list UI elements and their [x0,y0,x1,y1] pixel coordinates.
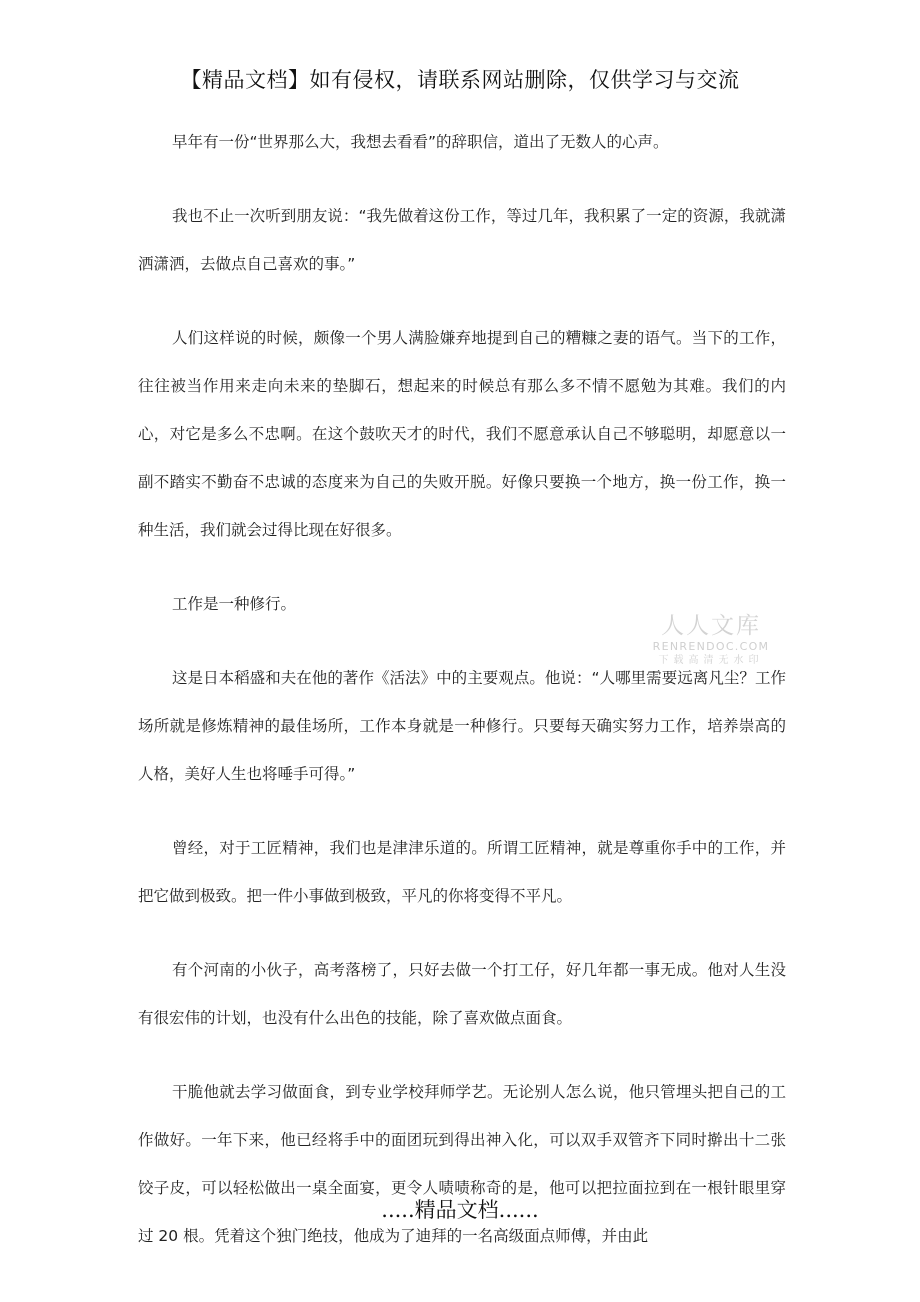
watermark-logo [644,612,778,668]
document-footer: .....精品文档...... [381,1198,539,1222]
watermark-subtitle: 下载高清无水印 [658,655,764,666]
document-header: 【精品文档】如有侵权，请联系网站删除，仅供学习与交流 [180,68,740,92]
paragraph: 有个河南的小伙子，高考落榜了，只好去做一个打工仔，好几年都一事无成。他对人生没有很宏伟的计划，也没有什么出色的技能，除了喜欢做点面食。 [138,961,786,1027]
paragraph: 工作是一种修行。 [172,595,297,613]
paragraph: 这是日本稻盛和夫在他的著作《活法》中的主要观点。他说：“人哪里需要远离凡尘？工作场所就是修炼精神的最佳场所，工作本身就是一种修行。只要每天确实努力工作，培养崇高的人格，美好人生也将唾手可得。” [138,669,786,783]
paragraph: 曾经，对于工匠精神，我们也是津津乐道的。所谓工匠精神，就是尊重你手中的工作，并把它做到极致。把一件小事做到极致，平凡的你将变得不平凡。 [138,839,786,905]
watermark-title: 人人文库 [661,613,761,639]
paragraph: 我也不止一次听到朋友说：“我先做着这份工作，等过几年，我积累了一定的资源，我就潇洒潇洒，去做点自己喜欢的事。” [138,207,786,273]
paragraph: 早年有一份“世界那么大，我想去看看”的辞职信，道出了无数人的心声。 [172,133,669,151]
watermark-url: RENRENDOC.COM [652,640,770,653]
paragraph: 干脆他就去学习做面食，到专业学校拜师学艺。无论别人怎么说，他只管埋头把自己的工作做好。一年下来，他已经将手中的面团玩到得出神入化，可以双手双管齐下同时擀出十二张饺子皮，可以轻松做出一桌全面宴，更令人啧啧称奇的是，他可以把拉面拉到在一根针眼里穿过 20 根。凭着这个独门绝技，他成为了迪拜的一名高级面点师傅，并由此 [138,1083,786,1245]
document-body [138,118,786,1286]
paragraph: 人们这样说的时候，颇像一个男人满脸嫌弃地提到自己的糟糠之妻的语气。当下的工作，往往被当作用来走向未来的垫脚石，想起来的时候总有那么多不情不愿勉为其难。我们的内心，对它是多么不忠啊。在这个鼓吹天才的时代，我们不愿意承认自己不够聪明，却愿意以一副不踏实不勤奋不忠诚的态度来为自己的失败开脱。好像只要换一个地方，换一份工作，换一种生活，我们就会过得比现在好很多。 [138,329,786,539]
